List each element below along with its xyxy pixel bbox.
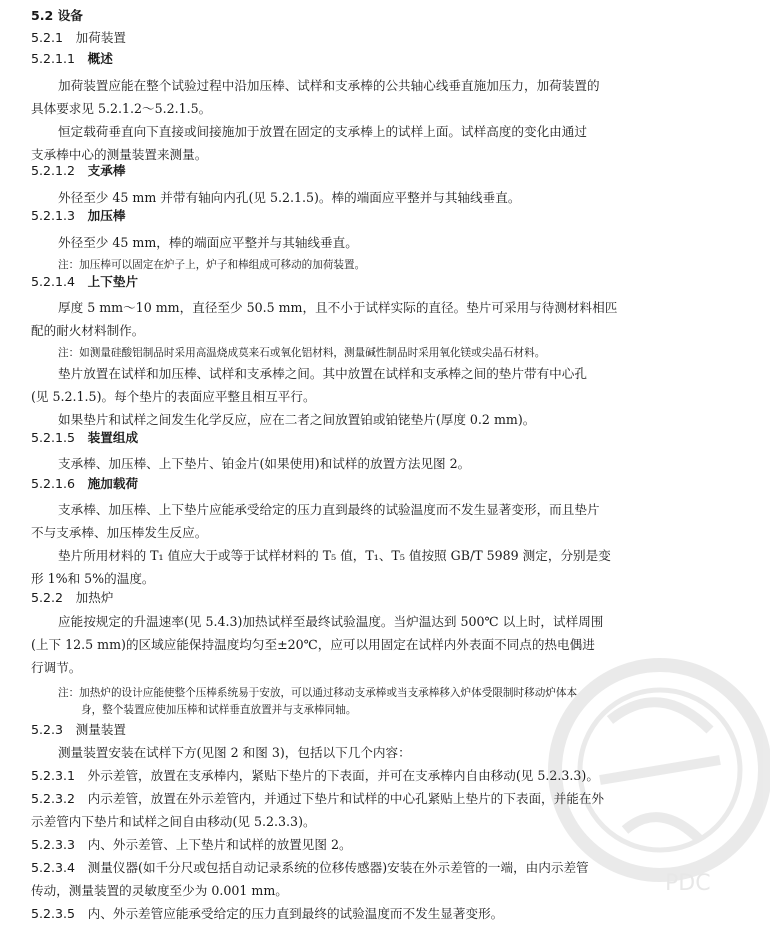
section-heading-5-2-1-1: [31, 51, 113, 67]
section-text: 上下垫片: [87, 274, 139, 289]
note-line: 身，整个装置应使加压棒和试样垂直放置并与支承棒同轴。: [81, 704, 357, 716]
section-text: 加压棒: [87, 208, 126, 223]
section-heading-5-2-1-5: [31, 430, 138, 446]
section-heading-5-2-3-5: [31, 906, 503, 922]
section-heading-5-2-1-4: [31, 274, 138, 290]
section-heading-5-2-3: [31, 722, 126, 738]
text-line: 外径至少 45 mm 并带有轴向内孔(见 5.2.1.5)。棒的端面应平整并与其轴线垂直。: [58, 190, 521, 205]
section-number: 5.2.3: [31, 722, 64, 737]
note-line: 注：如测量硅酸铝制品时采用高温烧成莫来石或氧化铝材料，测量碱性制品时采用氧化镁或尖晶石材料。: [58, 347, 546, 359]
text-line: (上下 12.5 mm)的区域应能保持温度均匀至±20℃，应可以用固定在试样内外表面不同点的热电偶进: [31, 637, 595, 652]
section-heading-5-2-3-4: [31, 860, 589, 876]
section-number: 5.2.2: [31, 590, 64, 605]
section-number: 5.2.3.1: [31, 768, 76, 783]
text-line: 行调节。: [31, 660, 82, 675]
section-heading-5-2-3-1: [31, 768, 599, 784]
section-number: 5.2.1: [31, 30, 64, 45]
section-text: 内、外示差管应能承受给定的压力直到最终的试验温度而不发生显著变形。: [87, 906, 504, 921]
text-line: 垫片所用材料的 T₁ 值应大于或等于试样材料的 T₅ 值，T₁、T₅ 值按照 GB/T 5989 测定，分别是变: [58, 548, 611, 563]
section-text: 内、外示差管、上下垫片和试样的放置见图 2。: [87, 837, 352, 852]
section-number: 5.2.1.6: [31, 476, 76, 491]
note-line: 注：加热炉的设计应能使整个压棒系统易于安放，可以通过移动支承棒或当支承棒移入炉体受限制时移动炉体本: [58, 687, 578, 699]
section-number: 5.2.1.1: [31, 51, 76, 66]
section-text: 支承棒: [87, 163, 126, 178]
watermark-text: PDC: [665, 871, 711, 896]
text-line: 厚度 5 mm～10 mm，直径至少 50.5 mm，且不小于试样实际的直径。垫片可采用与待测材料相匹: [58, 300, 618, 315]
text-line: 支承棒中心的测量装置来测量。: [31, 147, 208, 162]
section-text: 测量装置: [75, 722, 127, 737]
section-text: 概述: [87, 51, 113, 66]
section-number: 5.2.1.4: [31, 274, 76, 289]
section-number: 5.2.3.3: [31, 837, 76, 852]
section-number: 5.2.3.4: [31, 860, 76, 875]
section-number: 5.2.1.3: [31, 208, 76, 223]
section-number: 5.2.3.2: [31, 791, 76, 806]
text-line: 不与支承棒、加压棒发生反应。: [31, 525, 208, 540]
text-line: 形 1%和 5%的温度。: [31, 571, 155, 586]
section-number: 5.2.1.5: [31, 430, 76, 445]
section-text: 测量仪器(如千分尺或包括自动记录系统的位移传感器)安装在外示差管的一端，由内示差管: [87, 860, 589, 875]
note-line: 注：加压棒可以固定在炉子上，炉子和棒组成可移动的加荷装置。: [58, 259, 366, 271]
text-line: 示差管内下垫片和试样之间自由移动(见 5.2.3.3)。: [31, 814, 316, 829]
text-line: 支承棒、加压棒、上下垫片、铂金片(如果使用)和试样的放置方法见图 2。: [58, 456, 471, 471]
text-line: 支承棒、加压棒、上下垫片应能承受给定的压力直到最终的试验温度而不发生显著变形，而且垫片: [58, 502, 600, 517]
section-number: 5.2.3.5: [31, 906, 76, 921]
text-line: 具体要求见 5.2.1.2～5.2.1.5。: [31, 101, 212, 116]
section-text: 加荷装置: [75, 30, 127, 45]
section-number: 5.2.1.2: [31, 163, 76, 178]
text-line: 加荷装置应能在整个试验过程中沿加压棒、试样和支承棒的公共轴心线垂直施加压力，加荷装置的: [58, 78, 600, 93]
text-line: 恒定载荷垂直向下直接或间接施加于放置在固定的支承棒上的试样上面。试样高度的变化由通过: [58, 124, 587, 139]
section-heading-5-2-3-3: [31, 837, 352, 853]
text-line: 如果垫片和试样之间发生化学反应，应在二者之间放置铂或铂铑垫片(厚度 0.2 mm)。: [58, 412, 536, 427]
section-heading-5-2-3-2: [31, 791, 604, 807]
text-line: 配的耐火材料制作。: [31, 323, 145, 338]
section-heading-5-2-1-6: [31, 476, 138, 492]
text-line: 垫片放置在试样和加压棒、试样和支承棒之间。其中放置在试样和支承棒之间的垫片带有中心孔: [58, 366, 587, 381]
section-text: 装置组成: [87, 430, 139, 445]
section-text: 施加载荷: [87, 476, 139, 491]
text-line: 应能按规定的升温速率(见 5.4.3)加热试样至最终试验温度。当炉温达到 500℃ 以上时，试样周围: [58, 614, 604, 629]
text-line: 5.2 设备: [31, 8, 83, 23]
text-line: 测量装置安装在试样下方(见图 2 和图 3)，包括以下几个内容：: [58, 745, 411, 760]
section-heading-5-2-1: [31, 30, 126, 46]
section-heading-5-2-2: [31, 590, 113, 606]
section-text: 内示差管，放置在外示差管内，并通过下垫片和试样的中心孔紧贴上垫片的下表面，并能在外: [87, 791, 604, 806]
text-line: (见 5.2.1.5)。每个垫片的表面应平整且相互平行。: [31, 389, 316, 404]
section-text: 外示差管，放置在支承棒内，紧贴下垫片的下表面，并可在支承棒内自由移动(见 5.2.3.3)。: [87, 768, 599, 783]
section-heading-5-2-1-3: [31, 208, 125, 224]
text-line: 外径至少 45 mm，棒的端面应平整并与其轴线垂直。: [58, 235, 358, 250]
text-line: 传动，测量装置的灵敏度至少为 0.001 mm。: [31, 883, 288, 898]
section-text: 加热炉: [75, 590, 114, 605]
section-heading-5-2-1-2: [31, 163, 125, 179]
